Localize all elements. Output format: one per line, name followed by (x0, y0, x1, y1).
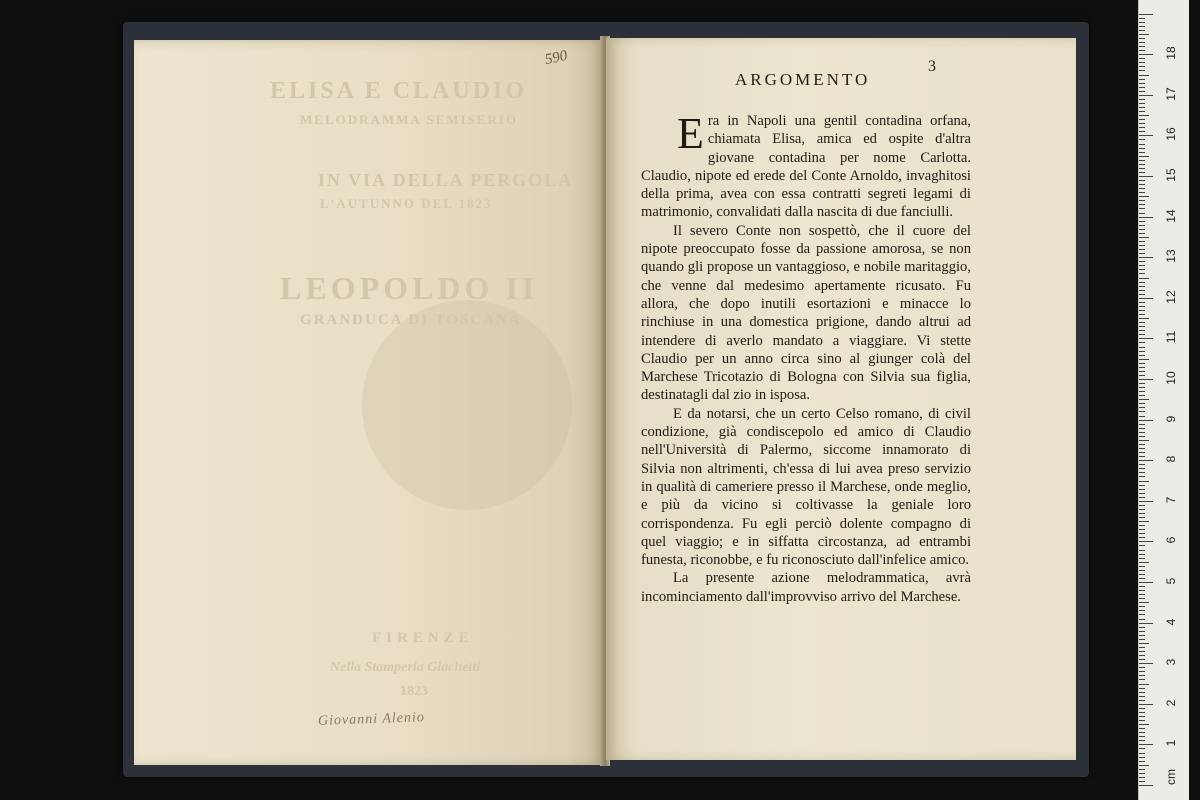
ruler-tick (1139, 115, 1149, 116)
ruler-tick (1139, 675, 1145, 676)
ruler-tick (1139, 424, 1145, 425)
show-through-line: LEOPOLDO II (280, 270, 539, 306)
ruler-tick (1139, 456, 1145, 457)
ruler-tick (1139, 692, 1145, 693)
show-through-line: FIRENZE (372, 630, 474, 646)
ruler-tick (1139, 103, 1145, 104)
ruler-tick (1139, 403, 1145, 404)
ruler-tick (1139, 562, 1149, 563)
ruler-tick (1139, 286, 1145, 287)
ruler-tick (1139, 505, 1145, 506)
ruler-tick (1139, 497, 1145, 498)
ruler-number: 11 (1164, 331, 1178, 344)
ruler-tick (1139, 688, 1145, 689)
ruler-tick (1139, 639, 1145, 640)
ruler-tick (1139, 99, 1145, 100)
ruler-tick (1139, 144, 1145, 145)
ruler-tick (1139, 326, 1145, 327)
ruler-tick (1139, 679, 1145, 680)
ruler-tick (1139, 647, 1145, 648)
ruler-tick (1139, 411, 1145, 412)
ruler-tick (1139, 95, 1153, 96)
ruler-tick (1139, 107, 1145, 108)
ruler-tick (1139, 444, 1145, 445)
ruler-number: 7 (1164, 496, 1178, 504)
ruler-tick (1139, 62, 1145, 63)
ruler-tick (1139, 87, 1145, 88)
ruler-tick (1139, 663, 1153, 664)
paragraph-text: ra in Napoli una gentil contadina orfana, chiamata Elisa, amica ed ospite d'altra giovane contadina per nome Carlotta. Claudio, nipote ed erede del Conte Arnoldo, invaghitosi della prima, avea con essa contratti segreti legami di matrimonio, convalidati dalla nascita di due fanciulli. (641, 113, 971, 221)
handwritten-note: Giovanni Alenio (317, 710, 426, 729)
ruler-tick (1139, 493, 1145, 494)
ruler-tick (1139, 375, 1145, 376)
ruler-tick (1139, 619, 1145, 620)
ruler-tick (1139, 310, 1145, 311)
ruler-tick (1139, 371, 1145, 372)
ruler-number: 14 (1164, 208, 1178, 223)
ruler-tick (1139, 204, 1145, 205)
ruler-tick (1139, 684, 1149, 685)
ruler-tick (1139, 736, 1145, 737)
ruler-tick (1139, 407, 1145, 408)
ruler-tick (1139, 225, 1145, 226)
ruler-tick (1139, 196, 1149, 197)
body-text (641, 109, 971, 606)
ruler-tick (1139, 38, 1145, 39)
ruler-tick (1139, 635, 1145, 636)
ruler-tick (1139, 761, 1145, 762)
ruler-number: 1 (1164, 740, 1178, 747)
ruler-tick (1139, 452, 1145, 453)
ruler-tick (1139, 671, 1145, 672)
ruler-tick (1139, 395, 1145, 396)
ruler-tick (1139, 278, 1149, 279)
ruler-tick (1139, 168, 1145, 169)
ruler-tick (1139, 298, 1153, 299)
ruler-tick (1139, 172, 1145, 173)
show-through-line: ELISA E CLAUDIO (270, 78, 528, 104)
ruler-tick (1139, 606, 1145, 607)
ruler-tick (1139, 192, 1145, 193)
ruler-tick (1139, 655, 1145, 656)
ruler-tick (1139, 598, 1145, 599)
ruler-tick (1139, 728, 1145, 729)
ruler-tick (1139, 610, 1145, 611)
ruler-tick (1139, 70, 1145, 71)
ruler-tick (1139, 257, 1153, 258)
ruler-tick (1139, 448, 1145, 449)
ruler-tick (1139, 748, 1145, 749)
ruler-tick (1139, 651, 1145, 652)
ruler-tick (1139, 529, 1145, 530)
ruler-tick (1139, 322, 1145, 323)
ruler-tick (1139, 253, 1145, 254)
ruler-tick (1139, 501, 1153, 502)
ruler-tick (1139, 590, 1145, 591)
ruler-tick (1139, 460, 1153, 461)
ruler-tick (1139, 221, 1145, 222)
ruler-tick (1139, 265, 1145, 266)
ruler-tick (1139, 399, 1149, 400)
folio-mark: 590 (543, 47, 569, 69)
paragraph: E da notarsi, che un certo Celso romano, di civil condizione, già condiscepolo ed amico di Claudio nell'Università di Palermo, siccome innamorato di Silvia non altrimenti, ch'essa di lui avea preso servizio in qualità di cameriere presso il Marchese, onde meglio, e più da vicino si coltivasse la geniale loro corrispondenza. Fu egli perciò dolente compagno di quel viaggio; e in siffatta circostanza, ad entrambi funesta, riconobbe, e fu riconosciuto dall'infelice amico. (641, 405, 971, 569)
ruler-tick (1139, 541, 1153, 542)
ruler-tick (1139, 740, 1145, 741)
ruler-tick (1139, 367, 1145, 368)
ruler-tick (1139, 42, 1145, 43)
ruler-tick (1139, 302, 1145, 303)
ruler-tick (1139, 712, 1145, 713)
ruler-tick (1139, 30, 1145, 31)
ruler-tick (1139, 229, 1145, 230)
ruler-tick (1139, 594, 1145, 595)
ruler-tick (1139, 54, 1153, 55)
ruler-tick (1139, 509, 1145, 510)
ruler-tick (1139, 79, 1145, 80)
ruler-tick (1139, 667, 1145, 668)
ruler-tick (1139, 720, 1145, 721)
ruler-tick (1139, 58, 1145, 59)
ruler-tick (1139, 432, 1145, 433)
show-through-line: MELODRAMMA SEMISERIO (300, 112, 519, 127)
ruler-tick (1139, 440, 1149, 441)
measuring-ruler (1138, 0, 1189, 800)
ruler-tick (1139, 537, 1145, 538)
ruler-tick (1139, 18, 1145, 19)
ruler-tick (1139, 387, 1145, 388)
ruler-tick (1139, 245, 1145, 246)
ruler-tick (1139, 525, 1145, 526)
ruler-tick (1139, 338, 1153, 339)
ruler-number: 10 (1164, 371, 1178, 385)
ruler-tick (1139, 521, 1149, 522)
ruler-tick (1139, 351, 1145, 352)
paragraph (641, 109, 971, 222)
ruler-tick (1139, 34, 1149, 35)
ruler-number: 8 (1164, 455, 1178, 463)
ruler-tick (1139, 318, 1149, 319)
ruler-tick (1139, 119, 1145, 120)
ruler-tick (1139, 359, 1149, 360)
ruler-tick (1139, 476, 1145, 477)
page-heading: ARGOMENTO (735, 70, 871, 89)
ruler-tick (1139, 777, 1145, 778)
ruler-tick (1139, 355, 1145, 356)
show-through-line: GRANDUCA DI TOSCANA (300, 312, 522, 328)
ruler-tick (1139, 436, 1145, 437)
ruler-tick (1139, 696, 1145, 697)
ruler-number: 12 (1164, 290, 1178, 304)
ruler-tick (1139, 744, 1153, 745)
ruler-tick (1139, 550, 1145, 551)
ruler-tick (1139, 416, 1145, 417)
ruler-tick (1139, 273, 1145, 274)
ruler-tick (1139, 700, 1145, 701)
ruler-tick (1139, 46, 1145, 47)
ruler-tick (1139, 237, 1149, 238)
ruler-tick (1139, 704, 1153, 705)
ruler-tick (1139, 342, 1145, 343)
ruler-tick (1139, 334, 1145, 335)
show-through-line: L'AUTUNNO DEL 1823 (320, 196, 493, 211)
ruler-tick (1139, 489, 1145, 490)
paragraph: La presente azione melodrammatica, avrà incominciamento dall'improvviso arrivo del Marchese. (641, 570, 971, 605)
ruler-tick (1139, 22, 1145, 23)
ruler-tick (1139, 574, 1145, 575)
ruler-tick (1139, 188, 1145, 189)
ruler-tick (1139, 631, 1145, 632)
ruler-tick (1139, 269, 1145, 270)
ruler-number: 6 (1164, 537, 1178, 544)
ruler-tick (1139, 614, 1145, 615)
ruler-tick (1139, 75, 1149, 76)
ruler-tick (1139, 765, 1149, 766)
ruler-tick (1139, 769, 1145, 770)
ruler-tick (1139, 91, 1145, 92)
ruler-tick (1139, 773, 1145, 774)
drop-cap: E (677, 109, 704, 158)
ruler-tick (1139, 578, 1145, 579)
ruler-tick (1139, 513, 1145, 514)
ruler-tick (1139, 485, 1145, 486)
ruler-tick (1139, 757, 1145, 758)
ruler-tick (1139, 586, 1145, 587)
ruler-tick (1139, 233, 1145, 234)
show-through-line: IN VIA DELLA PERGOLA (318, 170, 574, 190)
ruler-tick (1139, 464, 1145, 465)
ruler-tick (1139, 282, 1145, 283)
ruler-unit-label: cm (1164, 769, 1178, 785)
ruler-tick (1139, 26, 1145, 27)
ruler-tick (1139, 152, 1145, 153)
ruler-tick (1139, 306, 1145, 307)
ruler-tick (1139, 213, 1145, 214)
watermark-ghost (362, 300, 572, 510)
ruler-tick (1139, 83, 1145, 84)
ruler-tick (1139, 785, 1153, 786)
ruler-tick (1139, 66, 1145, 67)
paragraph: Il severo Conte non sospettò, che il cuore del nipote preoccupato fosse da passione amorosa, se non quando gli propose un vantaggioso, e nobile maritaggio, che venne dal medesimo apertamente ricusato. Fu allora, che dopo inutili esortazioni e minacce lo rinchiuse in una domestica prigione, dando altrui ad intendere di averlo mandato a viaggiare. Vi stette Claudio per un anno circa sino al giunger colà del Marchese Tricotazio di Bologna con Silvia sua figlia, destinatagli dal zio in isposa. (641, 222, 971, 404)
ruler-tick (1139, 582, 1153, 583)
ruler-tick (1139, 184, 1145, 185)
ruler-number: 16 (1164, 127, 1178, 142)
ruler-number: 15 (1164, 168, 1178, 182)
ruler-tick (1139, 290, 1145, 291)
ruler-tick (1139, 468, 1145, 469)
ruler-tick (1139, 517, 1145, 518)
ruler-tick (1139, 566, 1145, 567)
ruler-tick (1139, 383, 1145, 384)
ruler-tick (1139, 330, 1145, 331)
ruler-tick (1139, 753, 1145, 754)
ruler-tick (1139, 164, 1145, 165)
ruler-tick (1139, 111, 1145, 112)
ruler-tick (1139, 708, 1145, 709)
ruler-tick (1139, 781, 1145, 782)
ruler-tick (1139, 208, 1145, 209)
ruler-number: 17 (1164, 87, 1178, 101)
ruler-tick (1139, 558, 1145, 559)
ruler-tick (1139, 554, 1145, 555)
ruler-number: 13 (1164, 249, 1178, 263)
ruler-tick (1139, 602, 1149, 603)
ruler-tick (1139, 472, 1145, 473)
ruler-number: 2 (1164, 699, 1178, 707)
ruler-tick (1139, 428, 1145, 429)
ruler-tick (1139, 533, 1145, 534)
ruler-tick (1139, 156, 1149, 157)
ruler-tick (1139, 716, 1145, 717)
ruler-tick (1139, 347, 1145, 348)
ruler-tick (1139, 623, 1153, 624)
ruler-tick (1139, 123, 1145, 124)
ruler-tick (1139, 420, 1153, 421)
ruler-tick (1139, 139, 1145, 140)
ruler-number: 5 (1164, 577, 1178, 585)
ruler-number: 9 (1164, 415, 1178, 422)
ruler-tick (1139, 379, 1153, 380)
ruler-tick (1139, 314, 1145, 315)
ruler-tick (1139, 148, 1145, 149)
ruler-tick (1139, 294, 1145, 295)
ruler-tick (1139, 135, 1153, 136)
ruler-tick (1139, 217, 1153, 218)
ruler-tick (1139, 627, 1145, 628)
ruler-tick (1139, 50, 1145, 51)
ruler-tick (1139, 131, 1145, 132)
ruler-tick (1139, 127, 1145, 128)
ruler-tick (1139, 160, 1145, 161)
ruler-tick (1139, 261, 1145, 262)
ruler-tick (1139, 732, 1145, 733)
ruler-tick (1139, 659, 1145, 660)
ruler-tick (1139, 176, 1153, 177)
ruler-tick (1139, 241, 1145, 242)
ruler-tick (1139, 481, 1149, 482)
ruler-tick (1139, 545, 1145, 546)
ruler-number: 4 (1164, 618, 1178, 625)
ruler-tick (1139, 570, 1145, 571)
ruler-tick (1139, 643, 1149, 644)
ruler-tick (1139, 180, 1145, 181)
ruler-tick (1139, 363, 1145, 364)
ruler-number: 18 (1164, 46, 1178, 60)
ruler-number: 3 (1164, 658, 1178, 666)
show-through-line: Nella Stamperia Giachetti (330, 660, 481, 675)
ruler-tick (1139, 249, 1145, 250)
show-through-line: 1823 (400, 684, 428, 699)
ruler-tick (1139, 724, 1149, 725)
ruler-tick (1139, 200, 1145, 201)
ruler-tick (1139, 14, 1153, 15)
ruler-tick (1139, 391, 1145, 392)
page-number: 3 (928, 58, 936, 75)
